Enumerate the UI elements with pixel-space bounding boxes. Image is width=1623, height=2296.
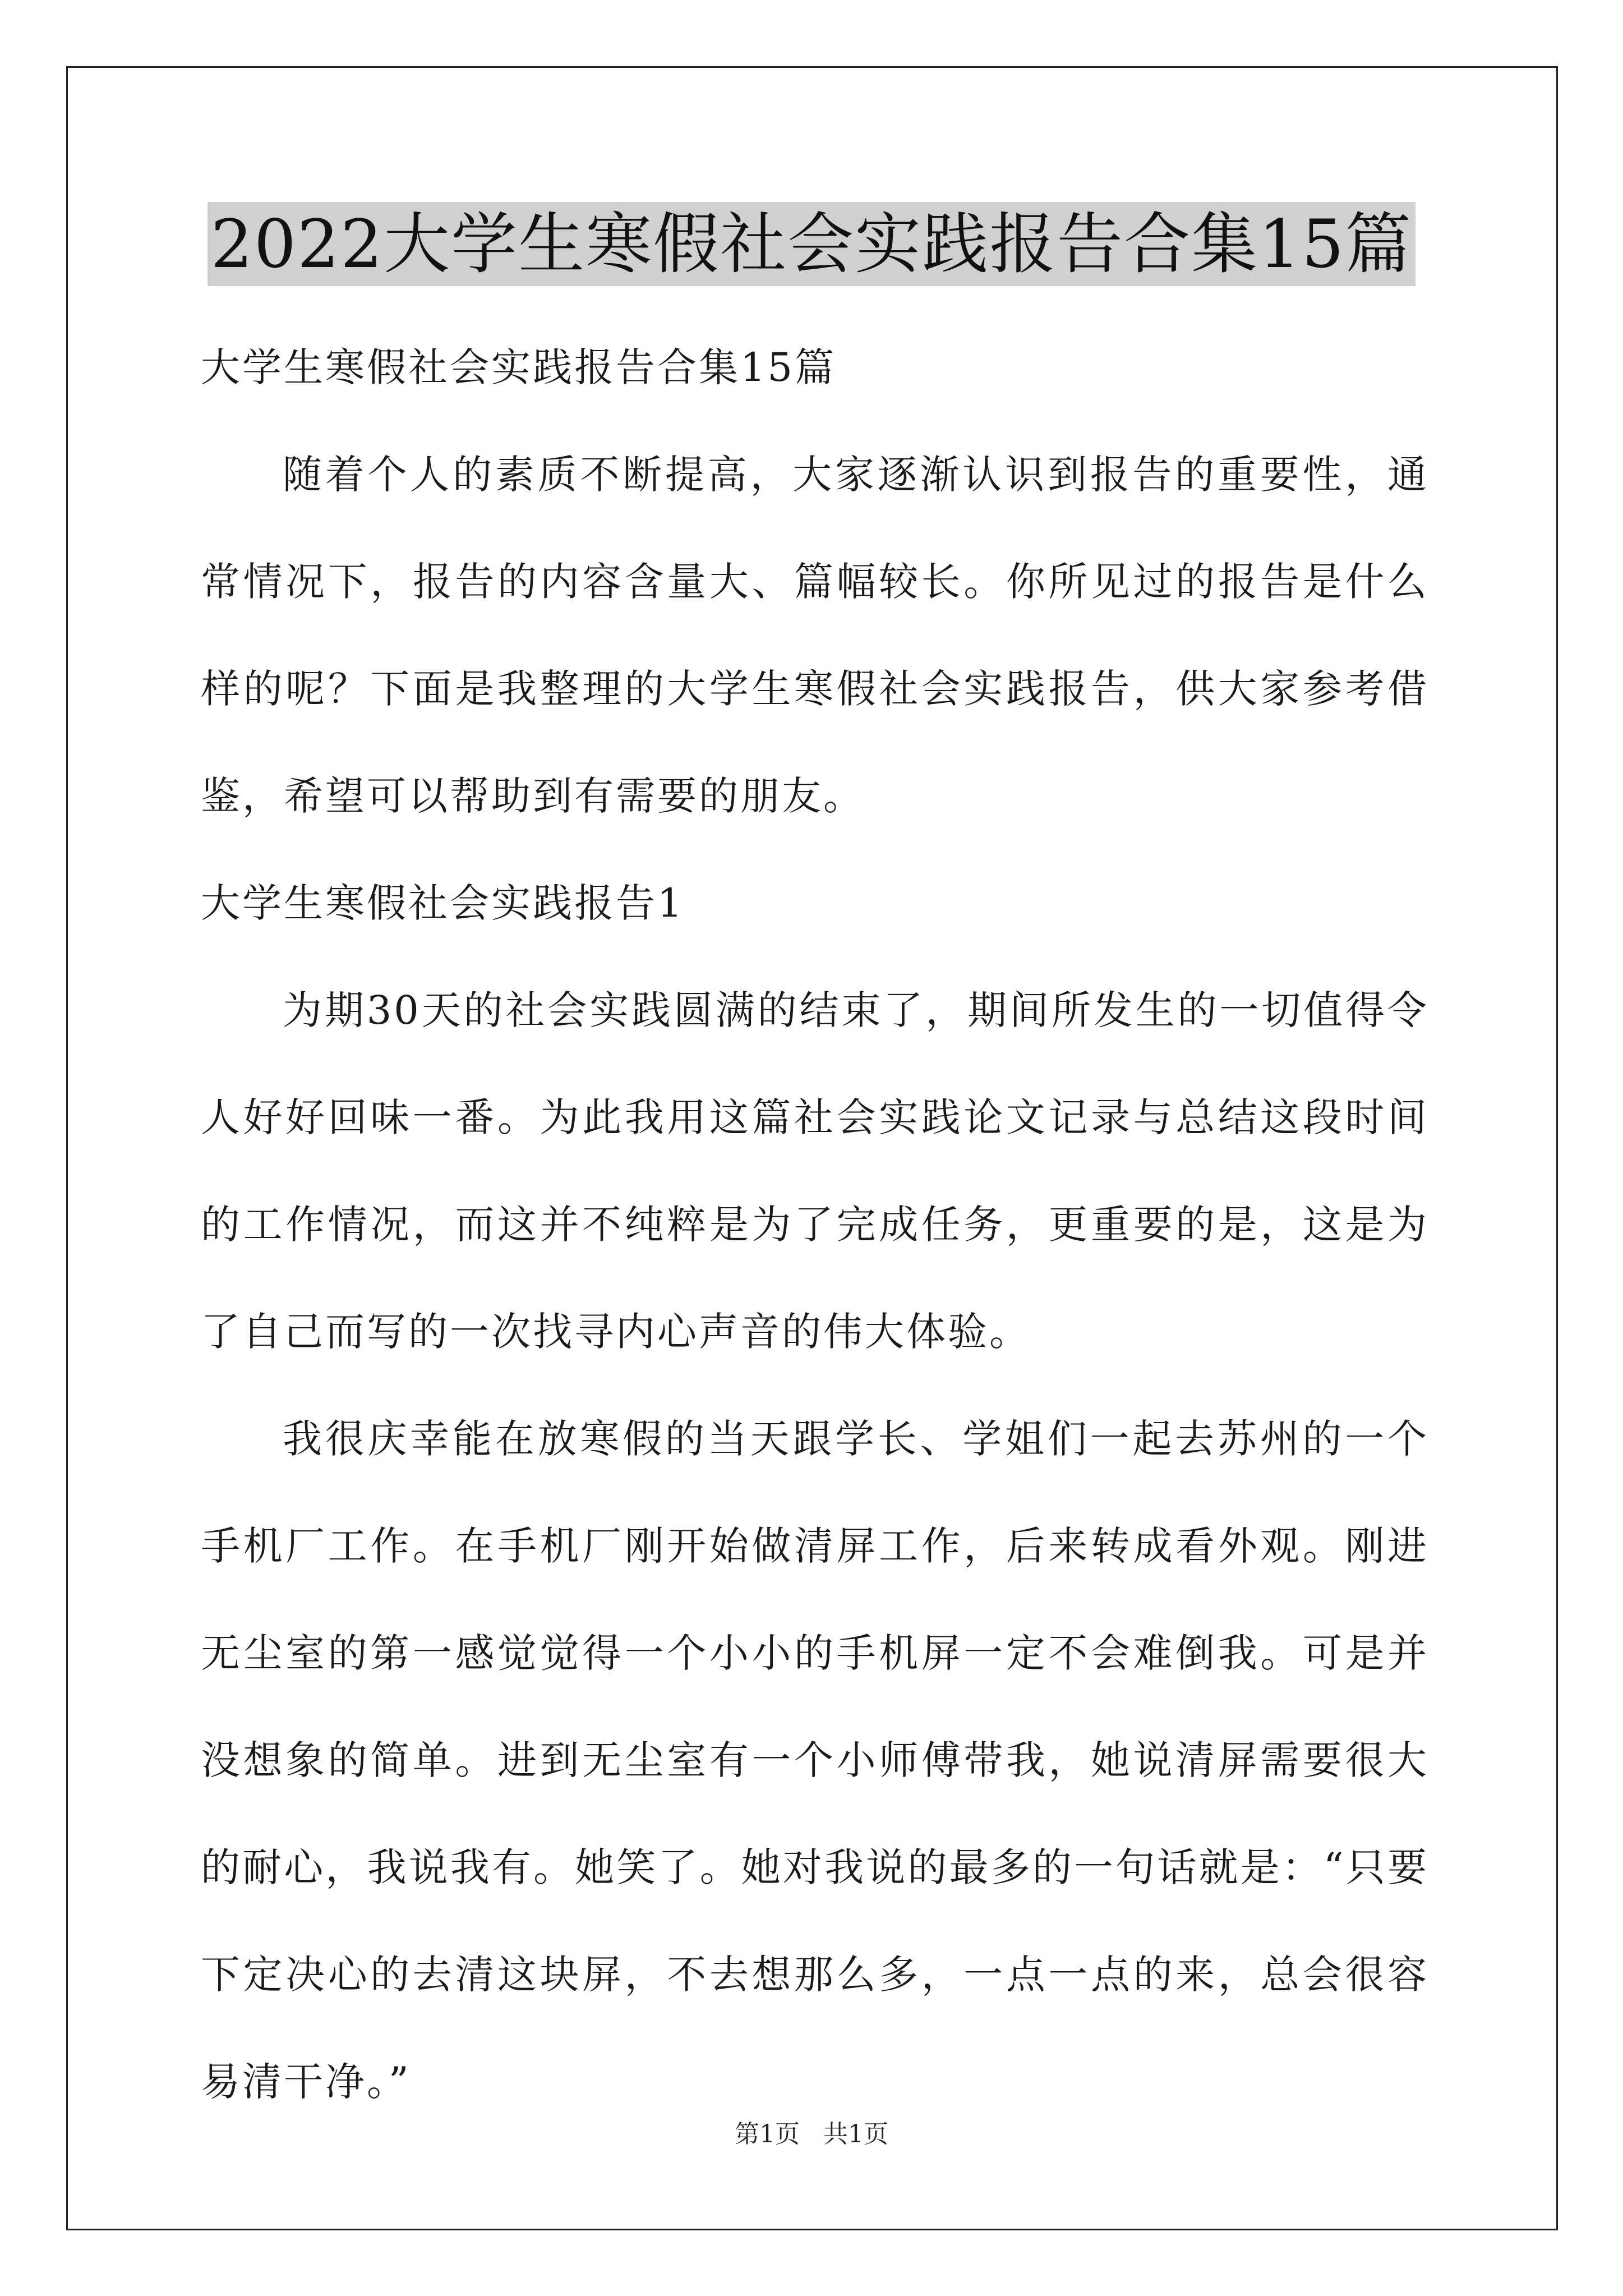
title-wrap (0, 202, 1623, 286)
page-number: 第1页 (735, 2120, 800, 2148)
section-heading: 大学生寒假社会实践报告1 (201, 880, 685, 926)
paragraph-2: 我很庆幸能在放寒假的当天跟学长、学姐们一起去苏州的一个手机厂工作。在手机厂刚开始做清屏工作，后来转成看外观。刚进无尘室的第一感觉觉得一个小小的手机屏一定不会难倒我。可是并没想象的简单。进到无尘室有一个小师傅带我，她说清屏需要很大的耐心，我说我有。她笑了。她对我说的最多的一句话就是：“只要下定决心的去清这块屏，不去想那么多，一点一点的来，总会很容易清干净。” (201, 1416, 1429, 2105)
page-total: 共1页 (823, 2120, 888, 2148)
document-title: 2022大学生寒假社会实践报告合集15篇 (208, 202, 1415, 286)
page-footer (0, 2114, 1623, 2150)
subtitle: 大学生寒假社会实践报告合集15篇 (201, 344, 837, 390)
intro-paragraph: 随着个人的素质不断提高，大家逐渐认识到报告的重要性，通常情况下，报告的内容含量大、篇幅较长。你所见过的报告是什么样的呢？下面是我整理的大学生寒假社会实践报告，供大家参考借鉴，希望可以帮助到有需要的朋友。 (201, 452, 1429, 819)
document-body (201, 314, 1429, 2136)
paragraph-1: 为期30天的社会实践圆满的结束了，期间所发生的一切值得令人好好回味一番。为此我用这篇社会实践论文记录与总结这段时间的工作情况，而这并不纯粹是为了完成任务，更重要的是，这是为了自己而写的一次找寻内心声音的伟大体验。 (201, 987, 1429, 1355)
